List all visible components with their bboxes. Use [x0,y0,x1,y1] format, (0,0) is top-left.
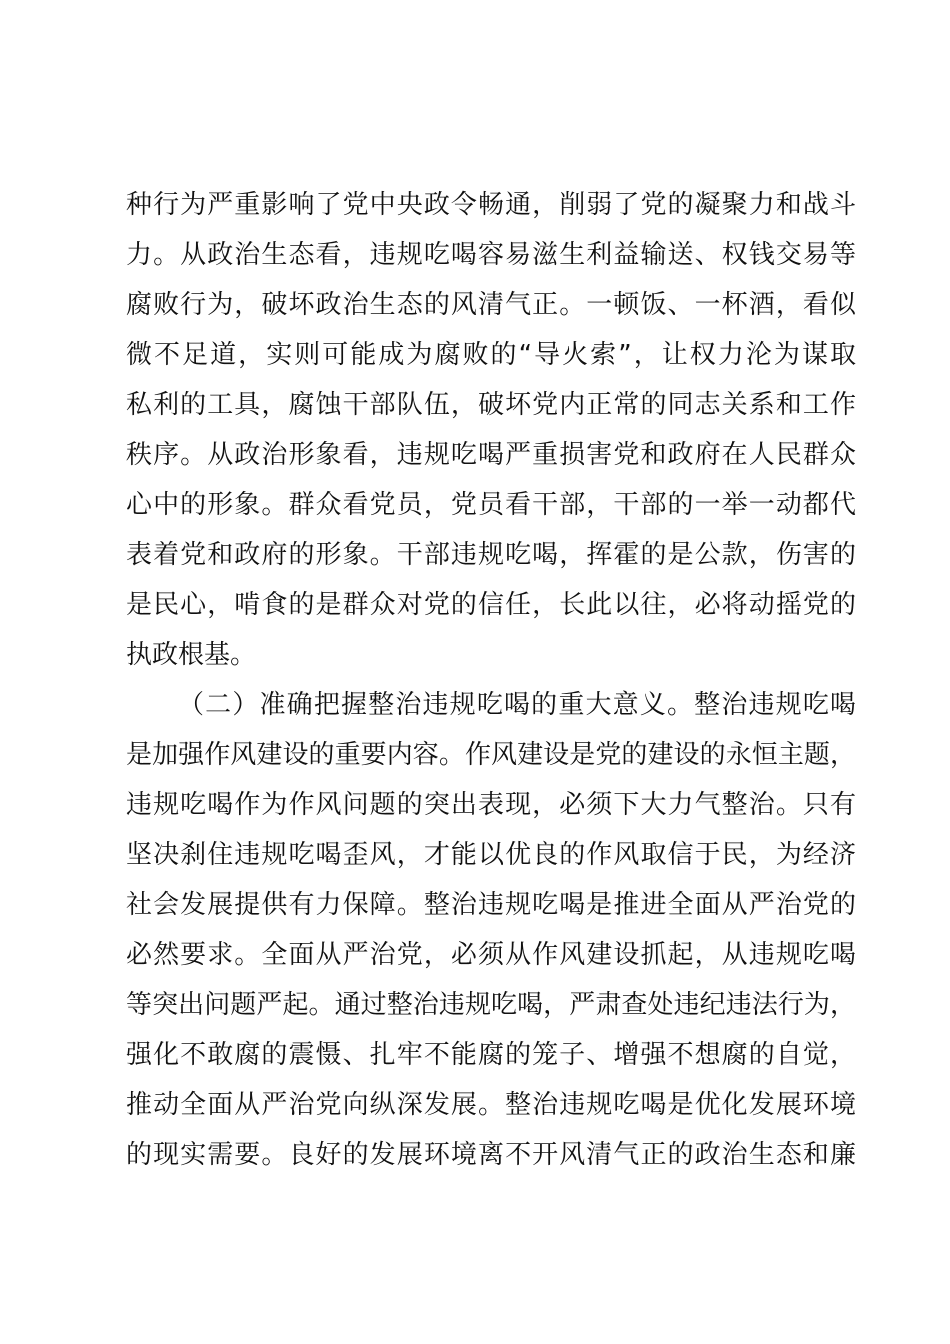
body-text [126,180,856,1180]
text-line: 私利的工具，腐蚀干部队伍，破坏党内正常的同志关系和工作 [126,390,856,420]
text-line: 违规吃喝作为作风问题的突出表现，必须下大力气整治。只有 [126,790,856,820]
text-line: 心中的形象。群众看党员，党员看干部，干部的一举一动都代 [126,490,856,520]
text-line: 执政根基。 [126,640,257,670]
text-line: 社会发展提供有力保障。整治违规吃喝是推进全面从严治党的 [126,890,856,920]
text-line: 是加强作风建设的重要内容。作风建设是党的建设的永恒主题， [126,740,856,770]
text-line: 必然要求。全面从严治党，必须从作风建设抓起，从违规吃喝 [126,940,856,970]
text-line: 是民心，啃食的是群众对党的信任，长此以往，必将动摇党的 [126,590,856,620]
section-heading-line: （二）准确把握整治违规吃喝的重大意义。整治违规吃喝 [178,690,856,720]
text-line: 的现实需要。良好的发展环境离不开风清气正的政治生态和廉 [126,1140,856,1170]
text-line: 力。从政治生态看，违规吃喝容易滋生利益输送、权钱交易等 [126,240,856,270]
text-line: 种行为严重影响了党中央政令畅通，削弱了党的凝聚力和战斗 [126,190,856,220]
text-line: 坚决刹住违规吃喝歪风，才能以优良的作风取信于民，为经济 [126,840,856,870]
text-line: 推动全面从严治党向纵深发展。整治违规吃喝是优化发展环境 [126,1090,856,1120]
text-line: 秩序。从政治形象看，违规吃喝严重损害党和政府在人民群众 [126,440,856,470]
text-line: 表着党和政府的形象。干部违规吃喝，挥霍的是公款，伤害的 [126,540,856,570]
text-line: 微不足道，实则可能成为腐败的“导火索”，让权力沦为谋取 [126,340,856,370]
text-line: 强化不敢腐的震慑、扎牢不能腐的笼子、增强不想腐的自觉， [126,1040,856,1070]
text-line: 等突出问题严起。通过整治违规吃喝，严肃查处违纪违法行为， [126,990,856,1020]
text-line: 腐败行为，破坏政治生态的风清气正。一顿饭、一杯酒，看似 [126,290,856,320]
